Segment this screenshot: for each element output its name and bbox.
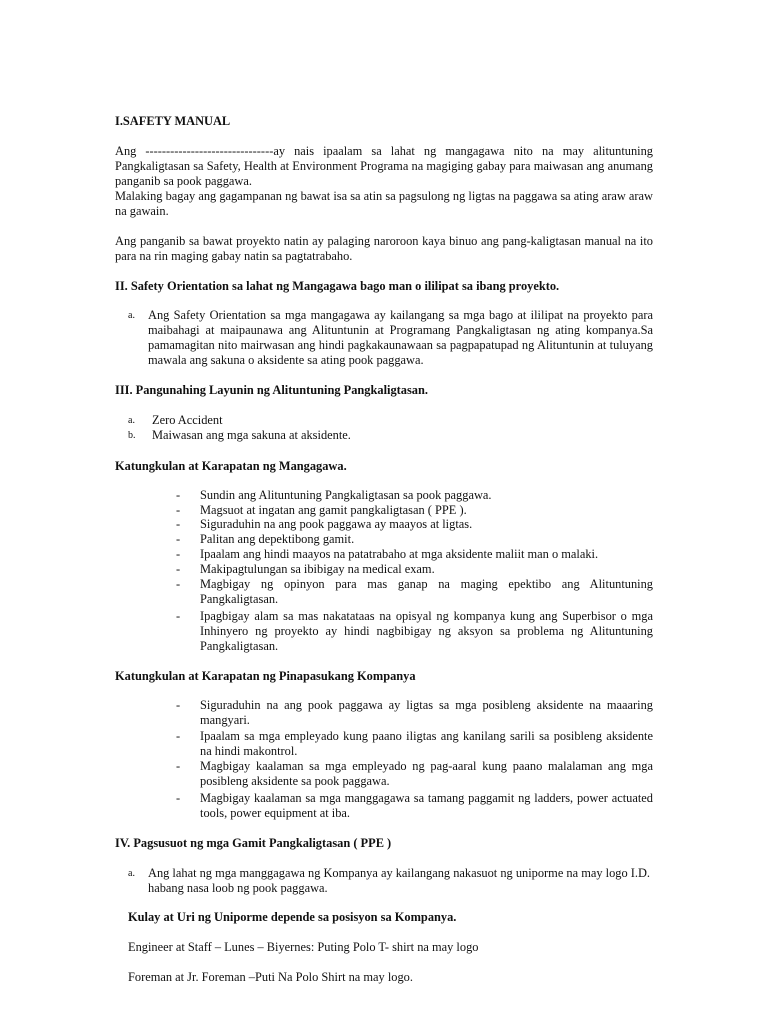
list-item-text: Ipagbigay alam sa mas nakatataas na opisyal ng kompanya kung ang Superbisor o mga Inhinyero ng proyekto ay hindi nagbibigay ng aksyon sa problema ng Alituntuning Pangkaligtasan. (200, 609, 653, 653)
list-item (176, 532, 653, 547)
list-item-text: Magbigay kaalaman sa mga manggagawa sa tamang paggamit ng ladders, power actuated tools, power equipment at iba. (200, 791, 653, 820)
section-3-heading: III. Pangunahing Layunin ng Alituntuning Pangkaligtasan. (115, 383, 428, 397)
bullet-marker: - (176, 503, 181, 517)
list-item (176, 791, 653, 821)
list-item (176, 562, 653, 577)
section-2-heading: II. Safety Orientation sa lahat ng Mangagawa bago man o ililipat sa ibang proyekto. (115, 279, 560, 293)
list-marker: a. (128, 868, 135, 879)
list-item (176, 609, 653, 654)
list-item (176, 698, 653, 728)
uniform-line-foreman: Foreman at Jr. Foreman –Puti Na Polo Shirt na may logo. (128, 970, 413, 984)
list-item (128, 866, 653, 896)
bullet-marker: - (176, 532, 181, 546)
list-item (128, 413, 653, 428)
bullet-marker: - (176, 517, 181, 531)
list-item (176, 577, 653, 607)
intro-paragraph-2: Malaking bagay ang gagampanan ng bawat isa sa atin sa pagsulong ng ligtas na paggawa sa ating araw araw na gawain. (115, 189, 653, 218)
document-title: I.SAFETY MANUAL (115, 114, 231, 128)
bullet-marker: - (176, 759, 181, 773)
list-marker: a. (128, 415, 135, 426)
bullet-marker: - (176, 791, 181, 805)
uniform-heading: Kulay at Uri ng Uniporme depende sa posisyon sa Kompanya. (128, 910, 457, 924)
bullet-marker: - (176, 729, 181, 743)
bullet-marker: - (176, 547, 181, 561)
list-item-text: Siguraduhin na ang pook paggawa ay ligtas sa mga posibleng aksidente na maaaring mangyari. (200, 698, 653, 727)
list-marker: b. (128, 430, 136, 441)
list-item (176, 517, 653, 532)
company-duties-heading: Katungkulan at Karapatan ng Pinapasukang Kompanya (115, 669, 416, 683)
bullet-marker: - (176, 562, 181, 576)
list-item (176, 503, 653, 518)
bullet-marker: - (176, 609, 181, 623)
bullet-marker: - (176, 577, 181, 591)
bullet-marker: - (176, 488, 181, 502)
bullet-marker: - (176, 698, 181, 712)
list-item-text: Ang Safety Orientation sa mga mangagawa ay kailangang sa mga bago at ililipat na proyekto para maibahagi at maipaunawa ang Alituntunin at Programang Pangkaligtasan ng ating kompanya.Sa pamamagitan nito mairwasan ang hindi pagkakaunawaan sa pagpapatupad ng Alituntunin at tuluyang mawala ang sakuna o aksidente sa ating pook paggawa. (148, 308, 653, 367)
list-item-text: Sundin ang Alituntuning Pangkaligtasan sa pook paggawa. (200, 488, 492, 502)
list-item-text: Siguraduhin na ang pook paggawa ay maayos at ligtas. (200, 517, 473, 531)
list-item-text: Zero Accident (152, 413, 223, 427)
list-item-text: Makipagtulungan sa ibibigay na medical exam. (200, 562, 435, 576)
list-item-text: Ipaalam sa mga empleyado kung paano iligtas ang kanilang sarili sa posibleng aksidente na hindi makontrol. (200, 729, 653, 758)
intro-paragraph-1: Ang -------------------------------ay nais ipaalam sa lahat ng mangagawa nito na may alituntuning Pangkaligtasan sa Safety, Health at Environment Programa na magiging gabay para maiwasan ang anumang panganib sa pook paggawa. (115, 144, 653, 188)
list-item-text: Magsuot at ingatan ang gamit pangkaligtasan ( PPE ). (200, 503, 467, 517)
intro-paragraph-3: Ang panganib sa bawat proyekto natin ay palaging naroroon kaya binuo ang pang-kaligtasan manual na ito para na rin maging gabay natin sa pagtatrabaho. (115, 234, 653, 263)
list-item (176, 547, 653, 562)
section-4-heading: IV. Pagsusuot ng mga Gamit Pangkaligtasan ( PPE ) (115, 836, 392, 850)
list-item-text: Maiwasan ang mga sakuna at aksidente. (152, 428, 351, 442)
list-item-text: Ipaalam ang hindi maayos na patatrabaho at mga aksidente maliit man o malaki. (200, 547, 599, 561)
list-marker: a. (128, 310, 135, 321)
list-item (176, 729, 653, 759)
workers-duties-heading: Katungkulan at Karapatan ng Mangagawa. (115, 459, 347, 473)
list-item-text: Magbigay kaalaman sa mga empleyado ng pag-aaral kung paano malalaman ang mga posibleng aksidente sa pook paggawa. (200, 759, 653, 788)
list-item (176, 488, 653, 503)
list-item (128, 308, 653, 368)
list-item (128, 428, 653, 443)
list-item-text: Ang lahat ng mga manggagawa ng Kompanya ay kailangang nakasuot ng uniporme na may logo I.D. habang nasa loob ng pook paggawa. (148, 866, 651, 895)
list-item (176, 759, 653, 789)
uniform-line-engineer: Engineer at Staff – Lunes – Biyernes: Puting Polo T- shirt na may logo (128, 940, 479, 954)
list-item-text: Palitan ang depektibong gamit. (200, 532, 355, 546)
list-item-text: Magbigay ng opinyon para mas ganap na maging epektibo ang Alituntuning Pangkaligtasan. (200, 577, 653, 606)
